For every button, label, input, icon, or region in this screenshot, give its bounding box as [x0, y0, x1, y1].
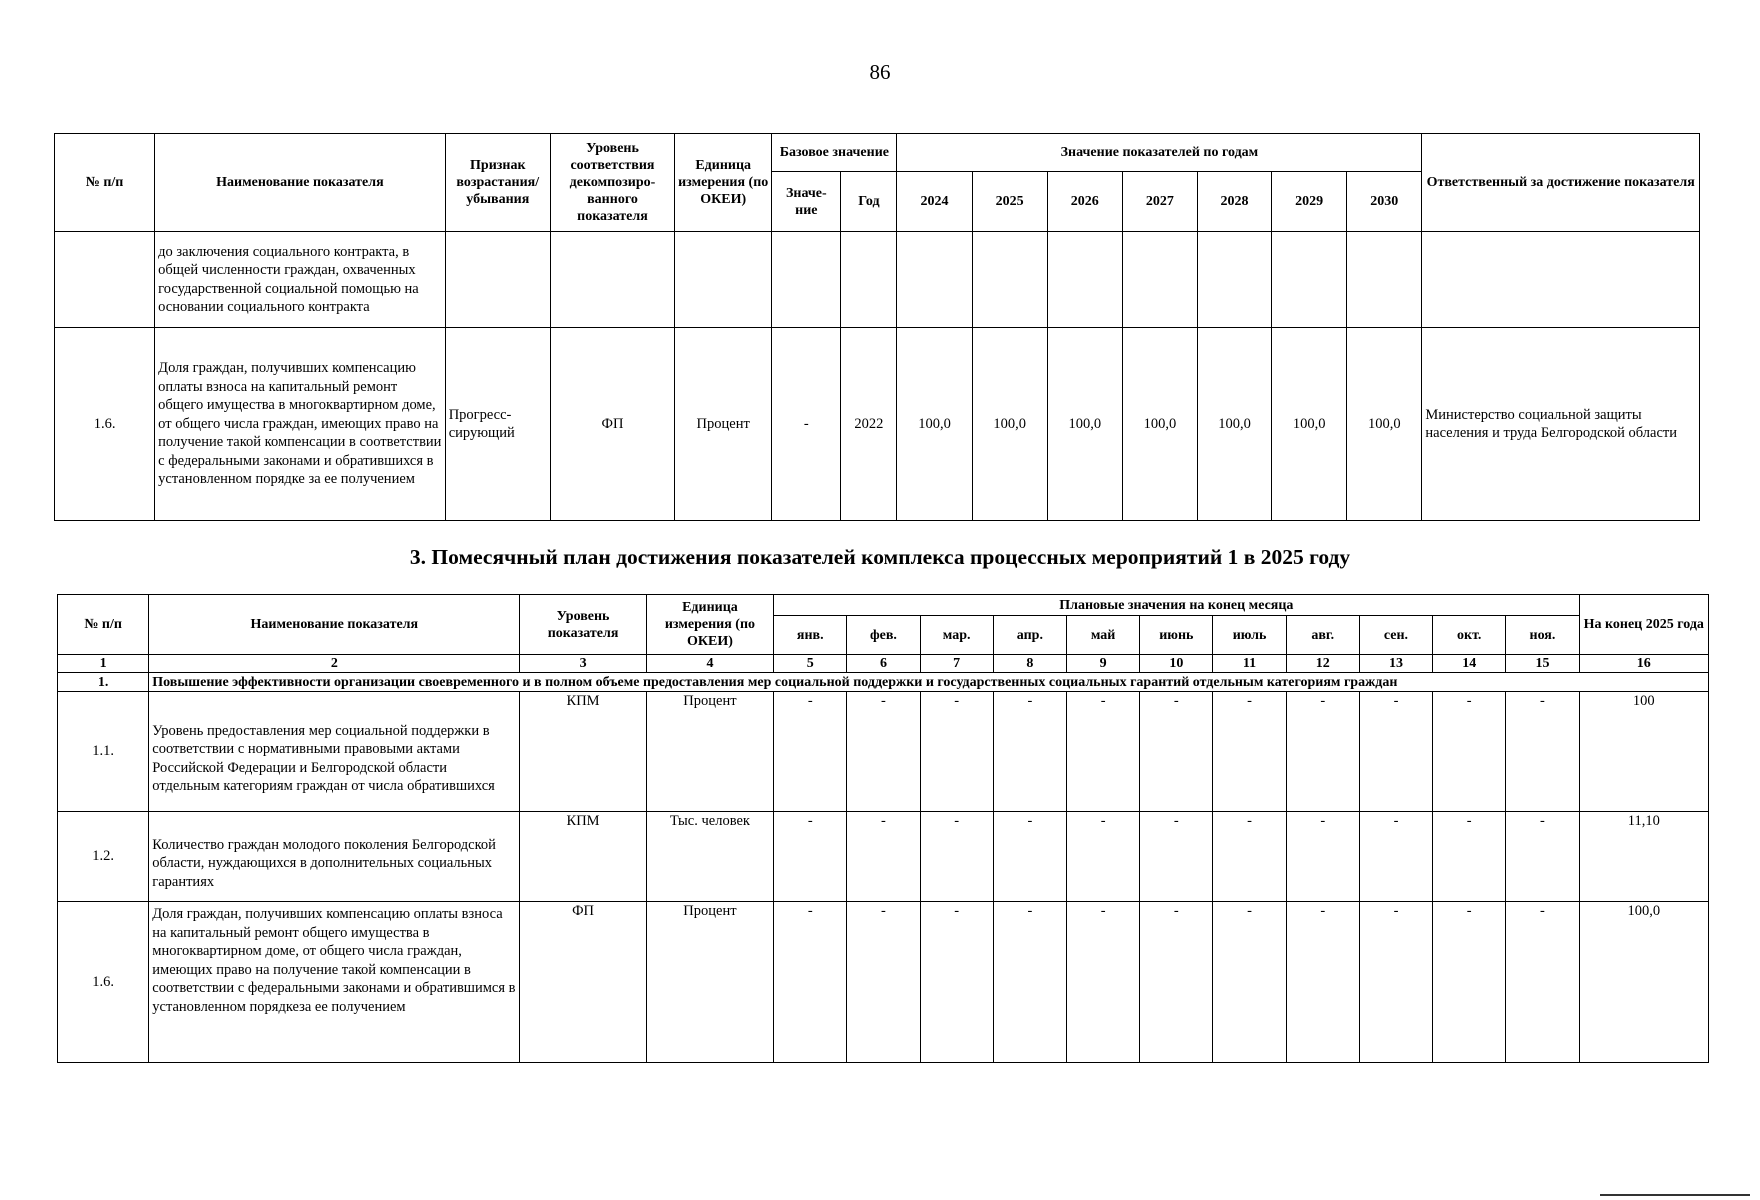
- column-number: 4: [646, 655, 773, 673]
- column-number: 10: [1140, 655, 1213, 673]
- indicator-name: Уровень предоставления мер социальной поддержки в соответствии с нормативными правовыми актами Российской Федерации и Белгородской области отдельным категориям граждан от числа обратившихся: [149, 692, 520, 812]
- month-value: -: [993, 902, 1066, 1063]
- header-num: № п/п: [58, 595, 149, 655]
- month-value: -: [774, 692, 847, 812]
- header-num: № п/п: [55, 134, 155, 232]
- header-level: Уровень соответствия декомпозиро-ванного показателя: [550, 134, 674, 232]
- header-unit: Единица измерения (по ОКЕИ): [675, 134, 772, 232]
- year-value: 100,0: [1272, 328, 1347, 521]
- header-sign: Признак возрастания/ убывания: [445, 134, 550, 232]
- indicator-level: ФП: [550, 328, 674, 521]
- header-years-group: Значение показателей по годам: [897, 134, 1422, 172]
- header-unit: Единица измерения (по ОКЕИ): [646, 595, 773, 655]
- column-number: 3: [520, 655, 646, 673]
- month-value: -: [1506, 692, 1579, 812]
- header-month: июнь: [1140, 616, 1213, 655]
- end-of-year-value: 100: [1579, 692, 1708, 812]
- header-base: Базовое значение: [772, 134, 897, 172]
- month-value: -: [774, 902, 847, 1063]
- column-number: 5: [774, 655, 847, 673]
- indicator-name: Доля граждан, получивших компенсацию оплаты взноса на капитальный ремонт общего имущества в многоквартирном доме, от общего числа граждан, имеющих право на получение такой компенсации в соответствии с федеральными законами и обратившимся в установленном порядкеза ее получением: [149, 902, 520, 1063]
- header-month: июль: [1213, 616, 1286, 655]
- indicator-level: КПМ: [520, 812, 646, 902]
- month-value: -: [1433, 902, 1506, 1063]
- month-value: -: [920, 692, 993, 812]
- indicators-by-year-table: [54, 133, 1700, 521]
- column-number: 11: [1213, 655, 1286, 673]
- header-base-value: Значе-ние: [772, 172, 841, 232]
- month-value: -: [1140, 902, 1213, 1063]
- header-month: май: [1067, 616, 1140, 655]
- indicator-name: Доля граждан, получивших компенсацию оплаты взноса на капитальный ремонт общего имущества в многоквартирном доме, от общего числа граждан, имеющих право на получение такой компенсации в соответствии с федеральными законами и обратившихся в установленном порядке за ее получением: [155, 328, 446, 521]
- header-year: 2026: [1047, 172, 1122, 232]
- base-value: -: [772, 328, 841, 521]
- row-num: 1.6.: [58, 902, 149, 1063]
- month-value: -: [1140, 692, 1213, 812]
- month-value: -: [1067, 692, 1140, 812]
- month-value: -: [1067, 812, 1140, 902]
- column-number: 15: [1506, 655, 1579, 673]
- month-value: -: [774, 812, 847, 902]
- month-value: -: [1359, 812, 1432, 902]
- group-row: [58, 673, 1709, 692]
- header-end-of-year: На конец 2025 года: [1579, 595, 1708, 655]
- month-value: -: [1213, 692, 1286, 812]
- header-year: 2027: [1122, 172, 1197, 232]
- header-month: сен.: [1359, 616, 1432, 655]
- month-value: -: [1140, 812, 1213, 902]
- month-value: -: [1286, 812, 1359, 902]
- header-level: Уровень показателя: [520, 595, 646, 655]
- header-month: фев.: [847, 616, 920, 655]
- responsible: Министерство социальной защиты населения и труда Белгородской области: [1422, 328, 1700, 521]
- month-value: -: [847, 692, 920, 812]
- year-value: 100,0: [1047, 328, 1122, 521]
- year-value: 100,0: [1347, 328, 1422, 521]
- header-year: 2030: [1347, 172, 1422, 232]
- year-value: 100,0: [1122, 328, 1197, 521]
- header-year: 2028: [1197, 172, 1271, 232]
- indicator-unit: Процент: [646, 692, 773, 812]
- base-year: 2022: [841, 328, 897, 521]
- month-value: -: [847, 812, 920, 902]
- month-value: -: [1433, 692, 1506, 812]
- column-number: 16: [1579, 655, 1708, 673]
- row-num: 1.2.: [58, 812, 149, 902]
- table-row: [58, 692, 1709, 812]
- header-responsible: Ответственный за достижение показателя: [1422, 134, 1700, 232]
- column-number: 7: [920, 655, 993, 673]
- header-year: 2024: [897, 172, 972, 232]
- column-number: 13: [1359, 655, 1432, 673]
- header-month: ноя.: [1506, 616, 1579, 655]
- column-number: 2: [149, 655, 520, 673]
- month-value: -: [920, 902, 993, 1063]
- header-year: 2025: [972, 172, 1047, 232]
- column-number: 1: [58, 655, 149, 673]
- monthly-plan-table: [57, 594, 1709, 1063]
- table-row: [58, 902, 1709, 1063]
- indicator-unit: Процент: [646, 902, 773, 1063]
- column-number: 12: [1286, 655, 1359, 673]
- group-num: 1.: [58, 673, 149, 692]
- header-base-year: Год: [841, 172, 897, 232]
- column-number: 8: [993, 655, 1066, 673]
- year-value: 100,0: [1197, 328, 1271, 521]
- month-value: -: [1286, 902, 1359, 1063]
- column-number: 6: [847, 655, 920, 673]
- indicator-level: КПМ: [520, 692, 646, 812]
- row-num: 1.1.: [58, 692, 149, 812]
- section-title: 3. Помесячный план достижения показателей комплекса процессных мероприятий 1 в 2025 году: [409, 545, 1351, 569]
- end-of-year-value: 100,0: [1579, 902, 1708, 1063]
- column-numbers-row: [58, 655, 1709, 673]
- month-value: -: [1286, 692, 1359, 812]
- month-value: -: [993, 812, 1066, 902]
- group-title: Повышение эффективности организации своевременного и в полном объеме предоставления мер социальной поддержки и государственных социальных гарантий отдельным категориям граждан: [149, 673, 1709, 692]
- header-month: апр.: [993, 616, 1066, 655]
- month-value: -: [1067, 902, 1140, 1063]
- header-month: окт.: [1433, 616, 1506, 655]
- header-name: Наименование показателя: [155, 134, 446, 232]
- table-row: [55, 232, 1700, 328]
- year-value: 100,0: [897, 328, 972, 521]
- header-month: янв.: [774, 616, 847, 655]
- year-value: 100,0: [972, 328, 1047, 521]
- end-of-year-value: 11,10: [1579, 812, 1708, 902]
- indicator-unit: Процент: [675, 328, 772, 521]
- indicator-name: до заключения социального контракта, в общей численности граждан, охваченных государственной социальной помощью на основании социального контракта: [155, 232, 446, 328]
- month-value: -: [1359, 902, 1432, 1063]
- header-year: 2029: [1272, 172, 1347, 232]
- page-number: 86: [869, 60, 891, 84]
- indicator-sign: Прогресс-сирующий: [445, 328, 550, 521]
- page-edge-line: [1600, 1194, 1750, 1196]
- month-value: -: [1213, 812, 1286, 902]
- header-month: мар.: [920, 616, 993, 655]
- month-value: -: [1506, 812, 1579, 902]
- header-months-group: Плановые значения на конец месяца: [774, 595, 1579, 616]
- indicator-name: Количество граждан молодого поколения Белгородской области, нуждающихся в дополнительных социальных гарантиях: [149, 812, 520, 902]
- column-number: 14: [1433, 655, 1506, 673]
- month-value: -: [1506, 902, 1579, 1063]
- table-row: [58, 812, 1709, 902]
- header-month: авг.: [1286, 616, 1359, 655]
- header-name: Наименование показателя: [149, 595, 520, 655]
- month-value: -: [1213, 902, 1286, 1063]
- month-value: -: [993, 692, 1066, 812]
- month-value: -: [920, 812, 993, 902]
- indicator-unit: Тыс. человек: [646, 812, 773, 902]
- month-value: -: [1359, 692, 1432, 812]
- table-row: [55, 328, 1700, 521]
- indicator-level: ФП: [520, 902, 646, 1063]
- month-value: -: [847, 902, 920, 1063]
- month-value: -: [1433, 812, 1506, 902]
- column-number: 9: [1067, 655, 1140, 673]
- row-num: 1.6.: [55, 328, 155, 521]
